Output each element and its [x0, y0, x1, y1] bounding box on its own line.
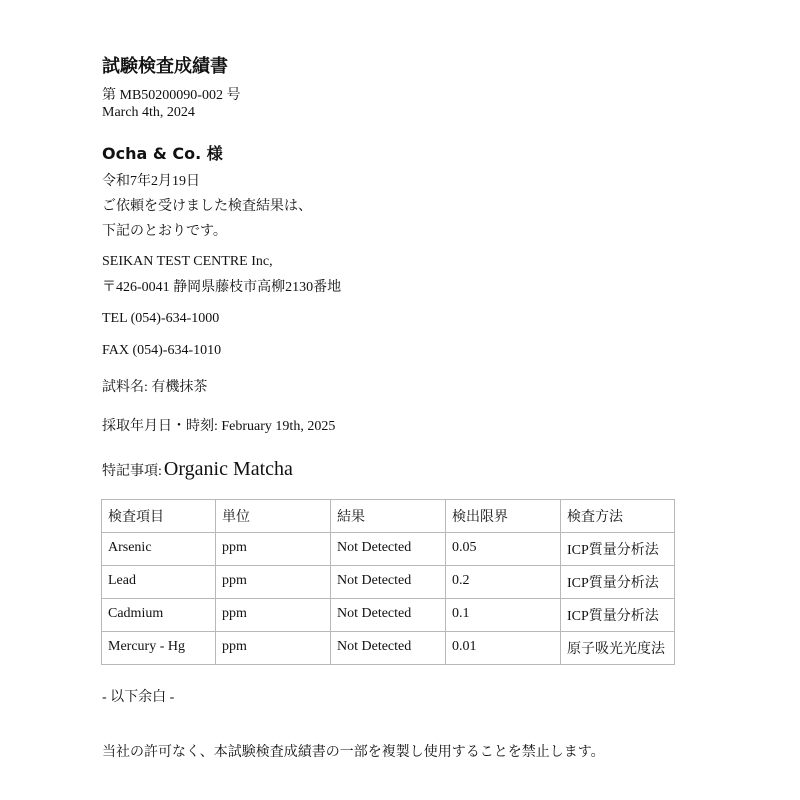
header-result: 結果 [331, 500, 446, 533]
header-test-item: 検査項目 [102, 500, 216, 533]
cell-test-item: Mercury - Hg [102, 632, 216, 665]
era-date: 令和7年2月19日 [102, 174, 200, 189]
table-row [102, 533, 675, 566]
special-notes [102, 458, 293, 481]
cell-result: Not Detected [331, 533, 446, 566]
table-row [102, 566, 675, 599]
cell-detection-limit: 0.2 [446, 566, 561, 599]
end-of-content-marker: - 以下余白 - [102, 690, 175, 705]
document-number: 第 MB50200090-002 号 [102, 88, 241, 103]
cell-test-item: Arsenic [102, 533, 216, 566]
header-test-method: 検査方法 [561, 500, 675, 533]
header-detection-limit: 検出限界 [446, 500, 561, 533]
table-row [102, 599, 675, 632]
table-row [102, 632, 675, 665]
cell-unit: ppm [216, 632, 331, 665]
document-title: 試験検査成績書 [102, 56, 228, 77]
issue-date: March 4th, 2024 [102, 105, 195, 120]
cell-test-method: ICP質量分析法 [561, 533, 675, 566]
cell-detection-limit: 0.1 [446, 599, 561, 632]
cell-test-item: Lead [102, 566, 216, 599]
cell-unit: ppm [216, 533, 331, 566]
special-notes-label: 特記事項: [102, 464, 162, 479]
special-notes-value: Organic Matcha [163, 458, 293, 480]
intro-line-1: ご依頼を受けました検査結果は、 [102, 199, 312, 214]
sampling-value: February 19th, 2025 [221, 419, 336, 434]
cell-unit: ppm [216, 599, 331, 632]
sample-name-label: 試料名: [102, 380, 148, 395]
sample-name [102, 376, 207, 396]
intro-line-2: 下記のとおりです。 [102, 224, 227, 239]
table-header-row [102, 500, 675, 533]
recipient-name: Ocha & Co. 様 [102, 144, 223, 163]
sampling-label: 採取年月日・時刻: [102, 419, 218, 434]
cell-result: Not Detected [331, 599, 446, 632]
copy-prohibition-notice: 当社の許可なく、本試験検査成績書の一部を複製し使用することを禁止します。 [102, 745, 605, 760]
sampling-datetime [102, 415, 335, 435]
cell-test-method: ICP質量分析法 [561, 599, 675, 632]
cell-result: Not Detected [331, 566, 446, 599]
company-tel: TEL (054)-634-1000 [102, 311, 220, 326]
cell-test-method: ICP質量分析法 [561, 566, 675, 599]
cell-test-item: Cadmium [102, 599, 216, 632]
cell-detection-limit: 0.01 [446, 632, 561, 665]
header-unit: 単位 [216, 500, 331, 533]
cell-unit: ppm [216, 566, 331, 599]
sample-name-value: 有機抹茶 [151, 380, 208, 395]
cell-detection-limit: 0.05 [446, 533, 561, 566]
company-address: 〒426-0041 静岡県藤枝市高柳2130番地 [102, 280, 342, 295]
results-table [101, 499, 675, 665]
company-name: SEIKAN TEST CENTRE Inc, [102, 254, 273, 269]
cell-result: Not Detected [331, 632, 446, 665]
company-fax: FAX (054)-634-1010 [102, 343, 222, 358]
cell-test-method: 原子吸光光度法 [561, 632, 675, 665]
